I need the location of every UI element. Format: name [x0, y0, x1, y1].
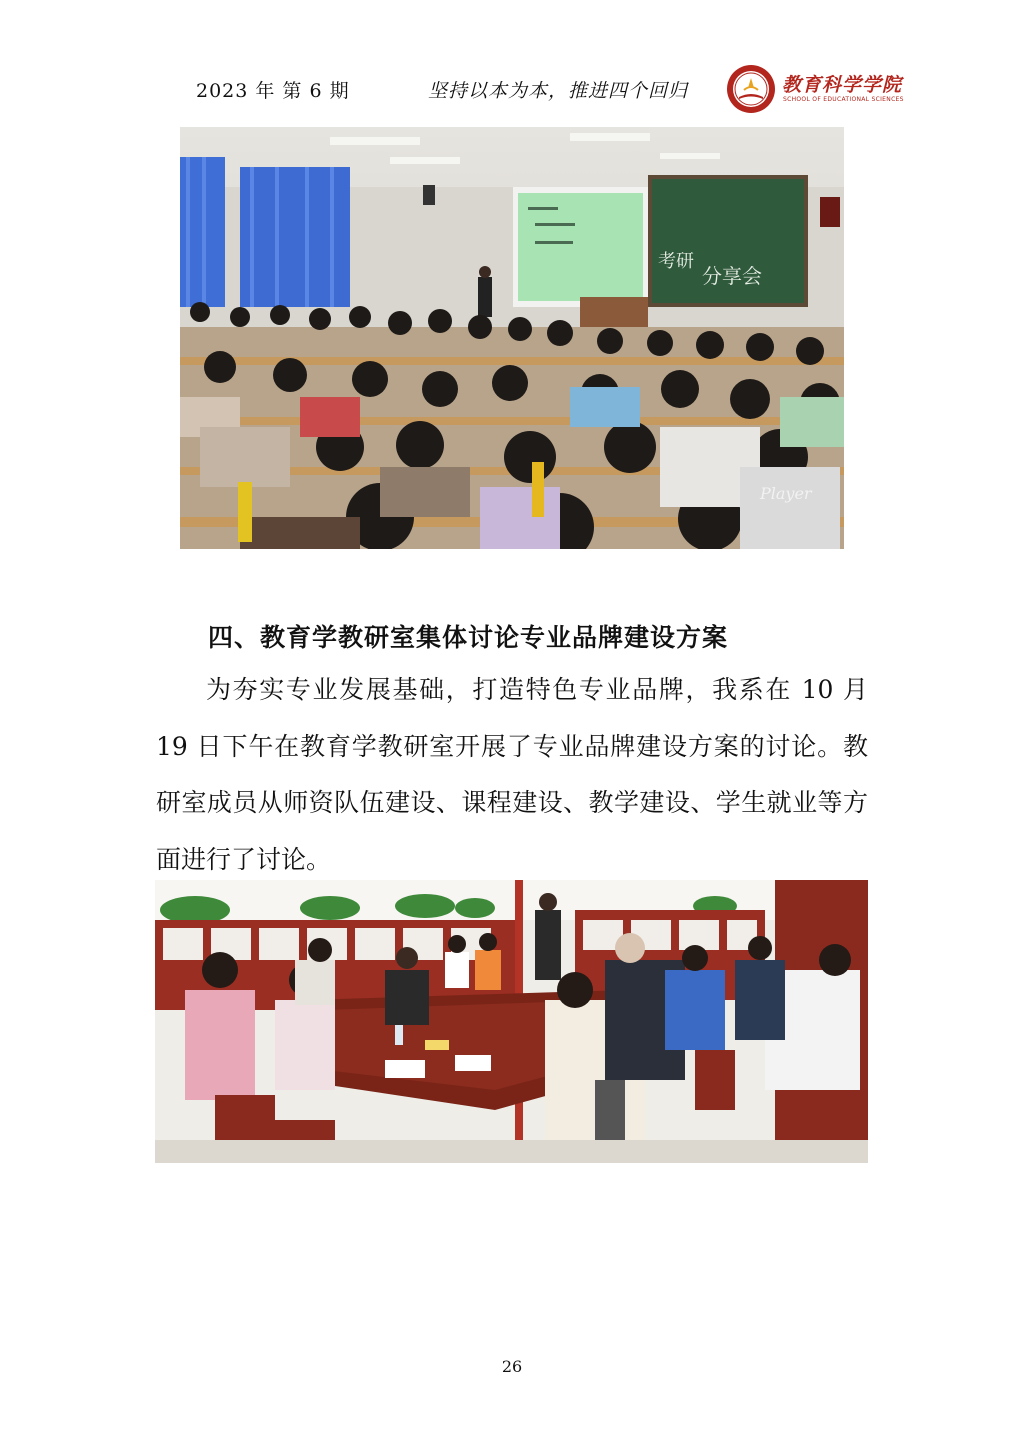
- school-name: 教育科学学院: [782, 74, 903, 96]
- header-motto: 坚持以本为本，推进四个回归: [428, 80, 689, 102]
- issue-label: 2023 年 第 6 期: [196, 80, 350, 102]
- school-name-english: SCHOOL OF EDUCATIONAL SCIENCES: [783, 96, 904, 103]
- page-number: 26: [501, 1357, 523, 1376]
- lecture-hall-photo: [180, 127, 844, 549]
- section-heading: 四、教育学教研室集体讨论专业品牌建设方案: [208, 623, 729, 652]
- school-seal-icon: [726, 64, 776, 114]
- meeting-room-photo: [155, 880, 868, 1163]
- blackboard-text-kaoyan: 考研: [658, 251, 694, 272]
- hoodie-text: Player: [760, 484, 812, 503]
- blackboard-text-sharing: 分享会: [702, 264, 762, 288]
- body-paragraph: 为夯实专业发展基础，打造特色专业品牌，我系在 10 月 19 日下午在教育学教研室开展了专业品牌建设方案的讨论。教研室成员从师资队伍建设、课程建设、教学建设、学生就业等方面进行了讨论。: [156, 675, 868, 874]
- school-logo: [726, 64, 906, 116]
